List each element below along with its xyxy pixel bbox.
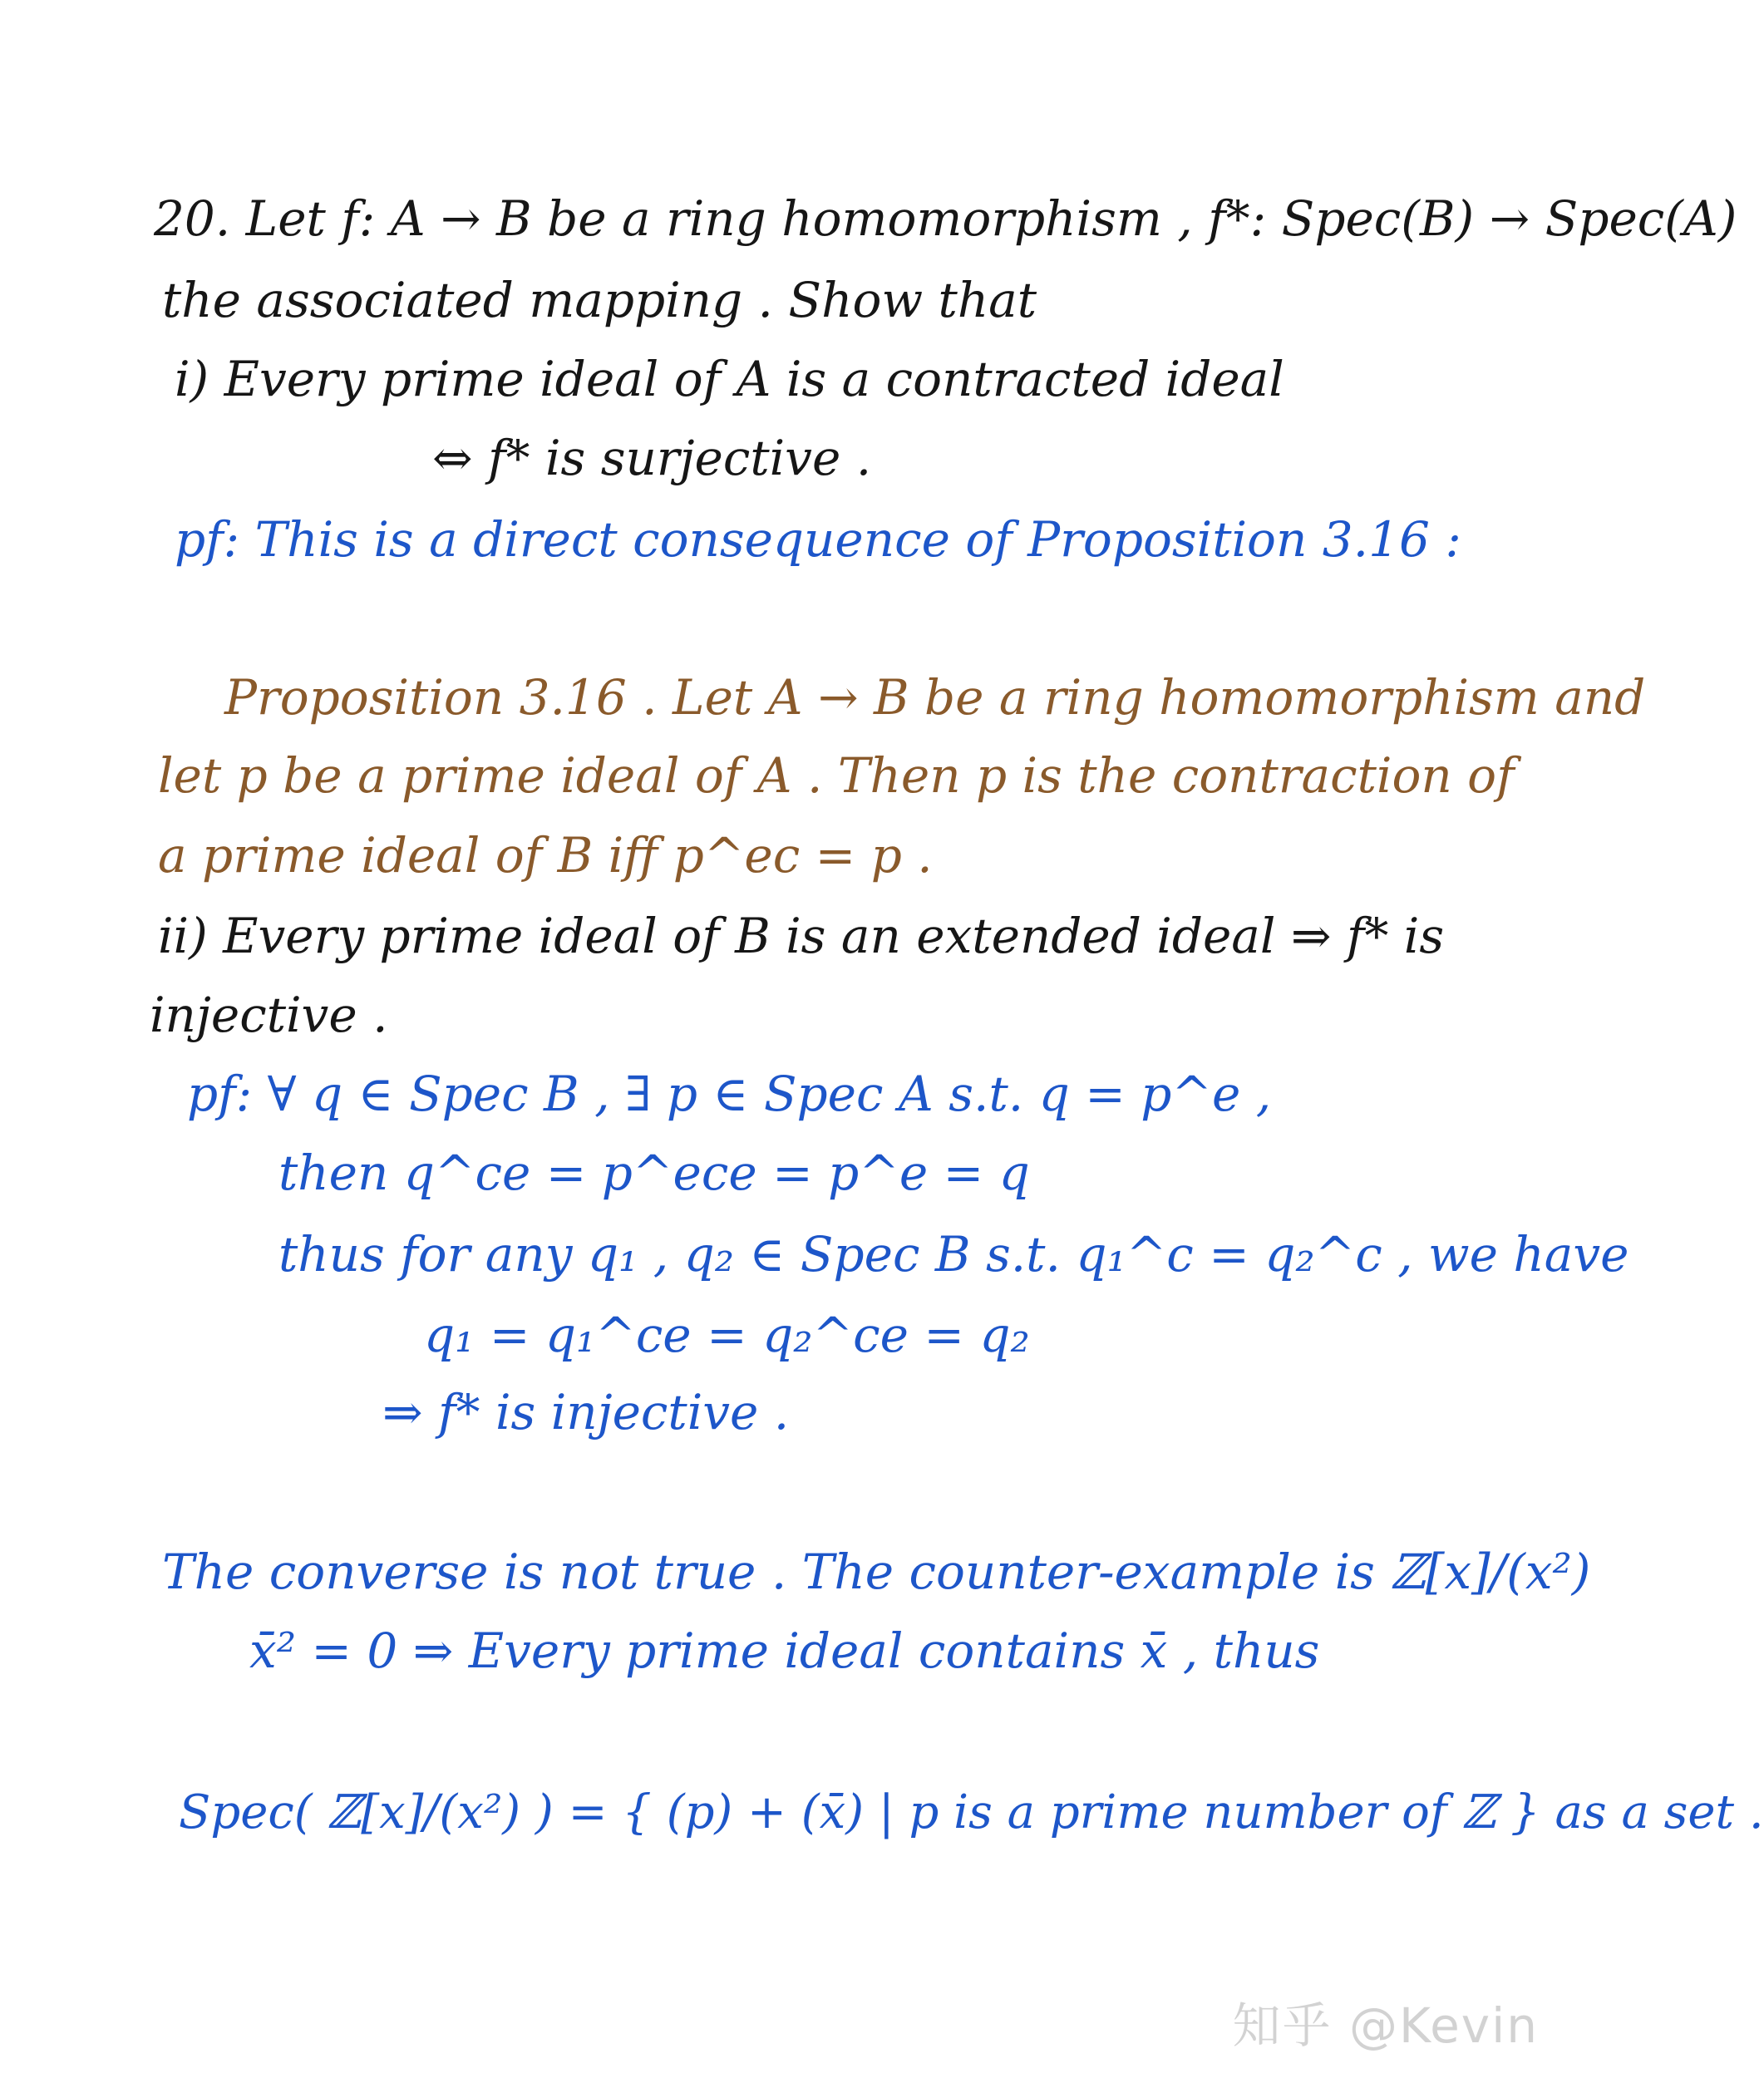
problem-line-2: the associated mapping . Show that	[162, 272, 1037, 328]
part-i-line-2: ⇔ f* is surjective .	[432, 430, 872, 486]
part-i-line-1: i) Every prime ideal of A is a contracted ideal	[175, 351, 1284, 407]
problem-line-1: 20. Let f: A → B be a ring homomorphism , f*: Spec(B) → Spec(A)	[154, 190, 1737, 247]
part-ii-line-2: injective .	[150, 987, 388, 1043]
proposition-line-1: Proposition 3.16 . Let A → B be a ring homomorphism and	[224, 669, 1646, 726]
converse-line-3: Spec( ℤ[x]/(x²) ) = { (p) + (x̄) | p is a prime number of ℤ } as a set .	[179, 1785, 1764, 1839]
proposition-line-2: let p be a prime ideal of A . Then p is the contraction of	[158, 747, 1515, 804]
proof-i-line-1: pf: This is a direct consequence of Proposition 3.16 :	[175, 511, 1461, 568]
converse-line-2: x̄² = 0 ⇒ Every prime ideal contains x̄ , thus	[249, 1623, 1320, 1679]
proof-ii-line-2: then q^ce = p^ece = p^e = q	[278, 1145, 1030, 1201]
proof-ii-line-5: ⇒ f* is injective .	[382, 1384, 790, 1440]
watermark: 知乎 @Kevin	[1232, 1997, 1539, 2054]
part-ii-line-1: ii) Every prime ideal of B is an extended ideal ⇒ f* is	[158, 908, 1445, 964]
proof-ii-line-1: pf: ∀ q ∈ Spec B , ∃ p ∈ Spec A s.t. q = p^e ,	[187, 1066, 1272, 1122]
converse-line-1: The converse is not true . The counter-example is ℤ[x]/(x²)	[162, 1544, 1591, 1600]
proof-ii-line-4: q₁ = q₁^ce = q₂^ce = q₂	[424, 1307, 1030, 1363]
proof-ii-line-3: thus for any q₁ , q₂ ∈ Spec B s.t. q₁^c = q₂^c , we have	[278, 1226, 1629, 1283]
proposition-line-3: a prime ideal of B iff p^ec = p .	[158, 827, 933, 884]
